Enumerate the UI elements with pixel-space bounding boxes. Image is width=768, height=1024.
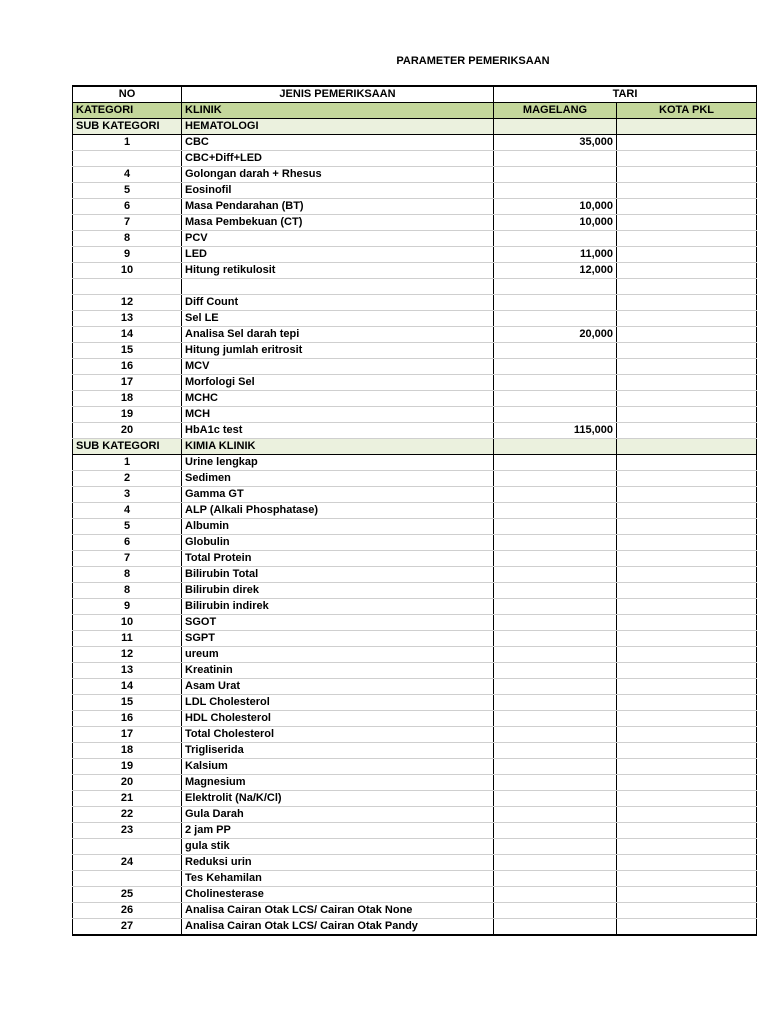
row-jenis: Total Cholesterol: [182, 727, 494, 743]
row-magelang: [494, 919, 617, 936]
table-row: [73, 471, 757, 487]
row-jenis: HbA1c test: [182, 423, 494, 439]
header-tarif: TARI: [494, 86, 757, 103]
row-kota-pkl: [617, 279, 757, 295]
document-title: PARAMETER PEMERIKSAAN: [396, 55, 550, 67]
table-row: [73, 583, 757, 599]
row-kota-pkl: [617, 503, 757, 519]
row-magelang: [494, 631, 617, 647]
row-kota-pkl: [617, 727, 757, 743]
row-kota-pkl: [617, 343, 757, 359]
table-row: [73, 903, 757, 919]
row-kota-pkl: [617, 711, 757, 727]
table-row: [73, 631, 757, 647]
row-kota-pkl: [617, 775, 757, 791]
table-row: [73, 615, 757, 631]
row-magelang: 10,000: [494, 199, 617, 215]
row-kota-pkl: [617, 679, 757, 695]
row-kota-pkl: [617, 919, 757, 936]
row-jenis: Trigliserida: [182, 743, 494, 759]
row-no: 12: [73, 295, 182, 311]
row-magelang: [494, 391, 617, 407]
row-kota-pkl: [617, 183, 757, 199]
row-magelang: 115,000: [494, 423, 617, 439]
row-kota-pkl: [617, 791, 757, 807]
row-no: 19: [73, 407, 182, 423]
row-jenis: Kalsium: [182, 759, 494, 775]
row-magelang: [494, 855, 617, 871]
table-row: [73, 391, 757, 407]
row-magelang: [494, 599, 617, 615]
row-magelang: [494, 679, 617, 695]
row-jenis: ureum: [182, 647, 494, 663]
table-row: [73, 535, 757, 551]
row-jenis: Urine lengkap: [182, 455, 494, 471]
table-row: [73, 551, 757, 567]
table-row: [73, 167, 757, 183]
row-no: 12: [73, 647, 182, 663]
row-jenis: PCV: [182, 231, 494, 247]
row-no: 8: [73, 231, 182, 247]
table-row: [73, 263, 757, 279]
row-magelang: [494, 583, 617, 599]
kategori-row: [73, 103, 757, 119]
row-jenis: 2 jam PP: [182, 823, 494, 839]
row-no: 24: [73, 855, 182, 871]
row-kota-pkl: [617, 247, 757, 263]
row-jenis: Masa Pendarahan (BT): [182, 199, 494, 215]
table-row: [73, 743, 757, 759]
row-kota-pkl: [617, 631, 757, 647]
row-no: 14: [73, 679, 182, 695]
row-jenis: Bilirubin Total: [182, 567, 494, 583]
row-jenis: Morfologi Sel: [182, 375, 494, 391]
column-kota-pkl: KOTA PKL: [617, 103, 757, 119]
sub-kategori-label: SUB KATEGORI: [73, 119, 182, 135]
row-magelang: [494, 727, 617, 743]
row-jenis: Hitung jumlah eritrosit: [182, 343, 494, 359]
row-jenis: Tes Kehamilan: [182, 871, 494, 887]
table-row: [73, 151, 757, 167]
row-magelang: [494, 487, 617, 503]
row-kota-pkl: [617, 647, 757, 663]
row-jenis: Gamma GT: [182, 487, 494, 503]
row-jenis: Bilirubin direk: [182, 583, 494, 599]
row-kota-pkl: [617, 871, 757, 887]
row-no: 19: [73, 759, 182, 775]
table-row: [73, 247, 757, 263]
row-kota-pkl: [617, 743, 757, 759]
price-table-container: [72, 85, 714, 935]
row-jenis: ALP (Alkali Phosphatase): [182, 503, 494, 519]
row-magelang: [494, 503, 617, 519]
row-magelang: [494, 359, 617, 375]
row-no: 4: [73, 503, 182, 519]
price-table: [72, 85, 757, 936]
row-kota-pkl: [617, 295, 757, 311]
row-jenis: MCHC: [182, 391, 494, 407]
table-row: [73, 775, 757, 791]
table-row: [73, 919, 757, 936]
table-row: [73, 871, 757, 887]
row-jenis: MCH: [182, 407, 494, 423]
row-magelang: [494, 167, 617, 183]
row-no: 17: [73, 375, 182, 391]
row-jenis: CBC+Diff+LED: [182, 151, 494, 167]
row-jenis: Eosinofil: [182, 183, 494, 199]
row-kota-pkl: [617, 903, 757, 919]
row-no: [73, 871, 182, 887]
row-jenis: Albumin: [182, 519, 494, 535]
table-row: [73, 839, 757, 855]
row-no: 8: [73, 567, 182, 583]
row-no: 13: [73, 311, 182, 327]
row-kota-pkl: [617, 471, 757, 487]
row-no: 10: [73, 263, 182, 279]
cell-kota-pkl: [617, 439, 757, 455]
row-kota-pkl: [617, 167, 757, 183]
table-row: [73, 359, 757, 375]
table-row: [73, 695, 757, 711]
row-magelang: [494, 231, 617, 247]
table-row: [73, 791, 757, 807]
row-jenis: Sedimen: [182, 471, 494, 487]
row-kota-pkl: [617, 759, 757, 775]
row-no: 23: [73, 823, 182, 839]
row-no: [73, 839, 182, 855]
row-jenis: Diff Count: [182, 295, 494, 311]
header-jenis: JENIS PEMERIKSAAN: [182, 86, 494, 103]
row-magelang: 20,000: [494, 327, 617, 343]
row-jenis: Masa Pembekuan (CT): [182, 215, 494, 231]
header-no: NO: [73, 86, 182, 103]
table-row: [73, 455, 757, 471]
row-magelang: [494, 711, 617, 727]
row-jenis: LED: [182, 247, 494, 263]
row-magelang: [494, 743, 617, 759]
sub-kategori-name: HEMATOLOGI: [182, 119, 494, 135]
row-kota-pkl: [617, 583, 757, 599]
row-magelang: [494, 759, 617, 775]
row-magelang: 11,000: [494, 247, 617, 263]
row-jenis: SGPT: [182, 631, 494, 647]
row-jenis: Gula Darah: [182, 807, 494, 823]
table-row: [73, 887, 757, 903]
row-kota-pkl: [617, 599, 757, 615]
row-kota-pkl: [617, 327, 757, 343]
row-jenis: Total Protein: [182, 551, 494, 567]
row-kota-pkl: [617, 135, 757, 151]
table-row: [73, 519, 757, 535]
row-kota-pkl: [617, 215, 757, 231]
row-jenis: Bilirubin indirek: [182, 599, 494, 615]
row-no: 20: [73, 775, 182, 791]
row-jenis: Sel LE: [182, 311, 494, 327]
table-row: [73, 199, 757, 215]
sub-kategori-label: SUB KATEGORI: [73, 439, 182, 455]
table-row: [73, 807, 757, 823]
row-jenis: Hitung retikulosit: [182, 263, 494, 279]
cell-kota-pkl: [617, 119, 757, 135]
table-row: [73, 663, 757, 679]
row-jenis: MCV: [182, 359, 494, 375]
row-jenis: Magnesium: [182, 775, 494, 791]
row-magelang: [494, 887, 617, 903]
row-jenis: LDL Cholesterol: [182, 695, 494, 711]
row-magelang: [494, 375, 617, 391]
row-kota-pkl: [617, 535, 757, 551]
row-magelang: [494, 311, 617, 327]
row-magelang: [494, 567, 617, 583]
row-magelang: [494, 471, 617, 487]
row-no: 13: [73, 663, 182, 679]
table-row: [73, 679, 757, 695]
table-row: [73, 327, 757, 343]
row-no: 1: [73, 135, 182, 151]
row-jenis: Globulin: [182, 535, 494, 551]
row-no: 9: [73, 247, 182, 263]
row-jenis: Cholinesterase: [182, 887, 494, 903]
row-kota-pkl: [617, 551, 757, 567]
row-magelang: [494, 823, 617, 839]
row-no: 7: [73, 551, 182, 567]
row-no: 25: [73, 887, 182, 903]
row-no: 18: [73, 391, 182, 407]
table-row: [73, 503, 757, 519]
row-kota-pkl: [617, 151, 757, 167]
row-magelang: 35,000: [494, 135, 617, 151]
table-row: [73, 423, 757, 439]
row-no: 17: [73, 727, 182, 743]
row-kota-pkl: [617, 455, 757, 471]
row-kota-pkl: [617, 567, 757, 583]
row-kota-pkl: [617, 375, 757, 391]
row-no: 16: [73, 711, 182, 727]
row-magelang: [494, 663, 617, 679]
row-jenis: HDL Cholesterol: [182, 711, 494, 727]
row-no: 20: [73, 423, 182, 439]
table-row: [73, 135, 757, 151]
row-kota-pkl: [617, 423, 757, 439]
kategori-label: KATEGORI: [73, 103, 182, 119]
table-row: [73, 311, 757, 327]
row-no: 5: [73, 183, 182, 199]
table-row: [73, 295, 757, 311]
table-row: [73, 215, 757, 231]
row-magelang: [494, 295, 617, 311]
row-kota-pkl: [617, 695, 757, 711]
row-no: 18: [73, 743, 182, 759]
row-magelang: [494, 551, 617, 567]
row-magelang: [494, 775, 617, 791]
row-jenis: Elektrolit (Na/K/Cl): [182, 791, 494, 807]
row-jenis: Reduksi urin: [182, 855, 494, 871]
row-kota-pkl: [617, 487, 757, 503]
row-jenis: gula stik: [182, 839, 494, 855]
row-magelang: [494, 519, 617, 535]
table-row: [73, 231, 757, 247]
table-row: [73, 567, 757, 583]
table-row: [73, 375, 757, 391]
row-magelang: [494, 615, 617, 631]
row-jenis: Analisa Cairan Otak LCS/ Cairan Otak None: [182, 903, 494, 919]
row-no: 2: [73, 471, 182, 487]
table-row: [73, 711, 757, 727]
table-row: [73, 855, 757, 871]
row-no: 11: [73, 631, 182, 647]
row-kota-pkl: [617, 519, 757, 535]
row-no: 7: [73, 215, 182, 231]
cell-magelang: [494, 119, 617, 135]
row-kota-pkl: [617, 839, 757, 855]
row-no: 4: [73, 167, 182, 183]
table-row: [73, 407, 757, 423]
sub-kategori-row: [73, 119, 757, 135]
row-kota-pkl: [617, 887, 757, 903]
row-no: 15: [73, 695, 182, 711]
row-no: 22: [73, 807, 182, 823]
sub-kategori-row: [73, 439, 757, 455]
row-magelang: [494, 791, 617, 807]
row-kota-pkl: [617, 807, 757, 823]
table-row: [73, 487, 757, 503]
row-magelang: [494, 535, 617, 551]
table-header-row: [73, 86, 757, 103]
table-row: [73, 183, 757, 199]
row-magelang: [494, 343, 617, 359]
row-no: 15: [73, 343, 182, 359]
row-no: 14: [73, 327, 182, 343]
row-no: 8: [73, 583, 182, 599]
row-kota-pkl: [617, 311, 757, 327]
row-magelang: [494, 151, 617, 167]
table-row: [73, 647, 757, 663]
row-kota-pkl: [617, 663, 757, 679]
row-no: 27: [73, 919, 182, 936]
row-no: 9: [73, 599, 182, 615]
row-no: 6: [73, 199, 182, 215]
row-jenis: Kreatinin: [182, 663, 494, 679]
row-jenis: Golongan darah + Rhesus: [182, 167, 494, 183]
row-jenis: Asam Urat: [182, 679, 494, 695]
table-row: [73, 759, 757, 775]
table-row: [73, 279, 757, 295]
row-magelang: [494, 903, 617, 919]
table-row: [73, 727, 757, 743]
row-no: 6: [73, 535, 182, 551]
row-no: 3: [73, 487, 182, 503]
table-row: [73, 823, 757, 839]
row-no: [73, 151, 182, 167]
row-magelang: [494, 407, 617, 423]
row-no: 1: [73, 455, 182, 471]
row-magelang: [494, 647, 617, 663]
row-kota-pkl: [617, 391, 757, 407]
cell-magelang: [494, 439, 617, 455]
kategori-value: KLINIK: [182, 103, 494, 119]
row-jenis: Analisa Cairan Otak LCS/ Cairan Otak Pandy: [182, 919, 494, 936]
column-magelang: MAGELANG: [494, 103, 617, 119]
row-jenis: Analisa Sel darah tepi: [182, 327, 494, 343]
table-row: [73, 343, 757, 359]
row-kota-pkl: [617, 359, 757, 375]
row-kota-pkl: [617, 615, 757, 631]
row-kota-pkl: [617, 199, 757, 215]
row-no: 16: [73, 359, 182, 375]
row-magelang: [494, 807, 617, 823]
row-no: 21: [73, 791, 182, 807]
row-kota-pkl: [617, 823, 757, 839]
row-magelang: 10,000: [494, 215, 617, 231]
table-row: [73, 599, 757, 615]
row-magelang: [494, 871, 617, 887]
row-kota-pkl: [617, 263, 757, 279]
row-no: 26: [73, 903, 182, 919]
row-no: [73, 279, 182, 295]
row-no: 5: [73, 519, 182, 535]
row-kota-pkl: [617, 231, 757, 247]
row-jenis: [182, 279, 494, 295]
row-no: 10: [73, 615, 182, 631]
sub-kategori-name: KIMIA KLINIK: [182, 439, 494, 455]
row-magelang: [494, 839, 617, 855]
row-magelang: [494, 455, 617, 471]
row-magelang: [494, 183, 617, 199]
row-magelang: [494, 695, 617, 711]
row-jenis: CBC: [182, 135, 494, 151]
row-jenis: SGOT: [182, 615, 494, 631]
row-magelang: 12,000: [494, 263, 617, 279]
row-kota-pkl: [617, 407, 757, 423]
row-kota-pkl: [617, 855, 757, 871]
row-magelang: [494, 279, 617, 295]
